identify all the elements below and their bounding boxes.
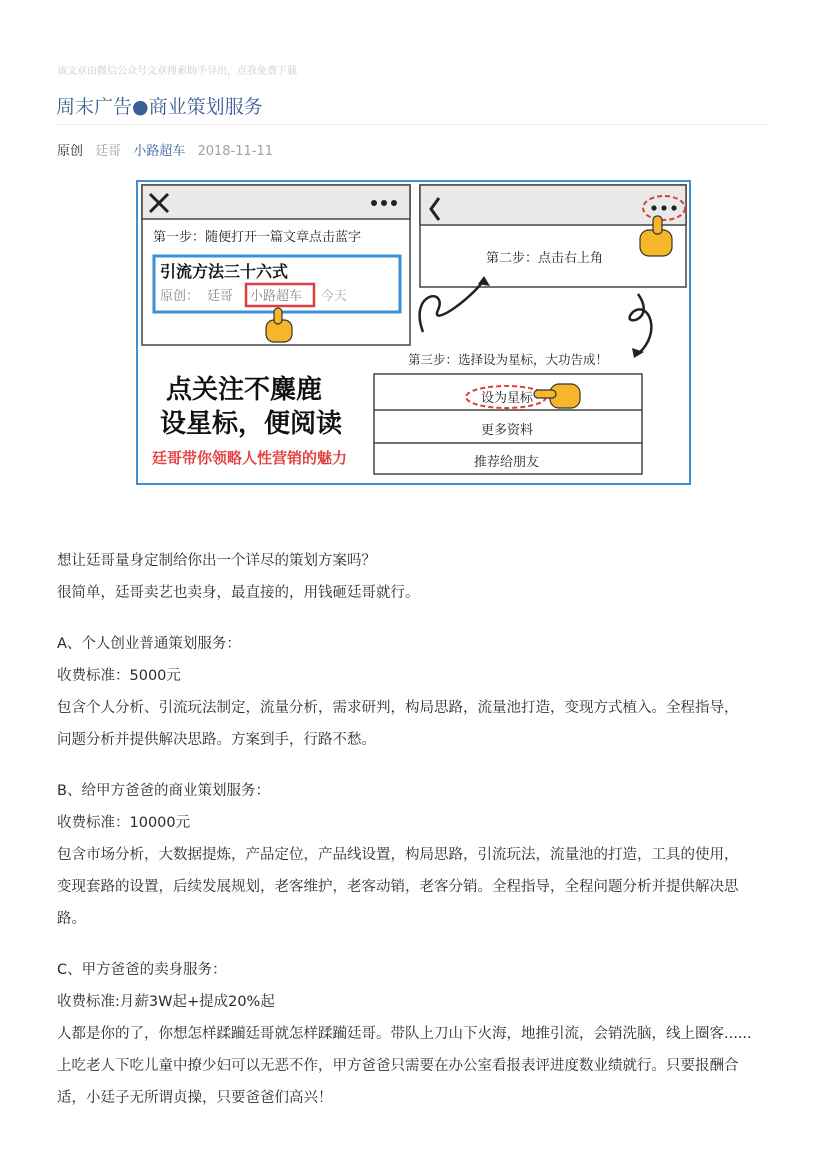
service-heading: C、甲方爸爸的卖身服务：	[57, 962, 227, 978]
service-description: 包含市场分析，大数据提炼，产品定位，产品线设置，构局思路，引流玩法，流量池的打造，工具的使用，	[57, 847, 739, 863]
account-link[interactable]: 小路超车	[133, 144, 186, 159]
service-fee: 收费标准：5000元	[57, 668, 181, 684]
author-name: 廷哥	[95, 144, 122, 159]
slogan-line-2: 设星标，便阅读	[160, 409, 343, 439]
service-heading: B、给甲方爸爸的商业策划服务：	[57, 783, 270, 799]
phone-toolbar-right	[420, 185, 686, 225]
title-divider	[56, 124, 770, 125]
slogan-line-1: 点关注不麋鹿	[166, 375, 323, 405]
article-title: 周末广告●商业策划服务	[56, 96, 263, 118]
service-fee: 收费标准：10000元	[57, 815, 191, 831]
more-dots-icon-right	[651, 205, 676, 210]
tagline: 廷哥带你领略人性营销的魅力	[152, 449, 348, 467]
intro-line: 很简单，廷哥卖艺也卖身，最直接的，用钱砸廷哥就行。	[57, 585, 420, 601]
service-description: 上吃老人下吃儿童中撩少妇可以无恶不作，甲方爸爸只需要在办公室看报表评进度数业绩就行。只要报酬合	[57, 1058, 739, 1074]
service-description: 变现套路的设置，后续发展规划，老客维护，老客动销，老客分销。全程指导，全程问题分析并提供解决思	[57, 879, 739, 895]
article-card-author: 廷哥	[207, 289, 234, 304]
article-body	[57, 545, 773, 1114]
service-description: 适，小廷子无所谓贞操，只要爸爸们高兴！	[57, 1090, 333, 1106]
service-description: 路。	[57, 911, 86, 927]
curved-arrow-2	[630, 294, 652, 354]
step1-text: 第一步：随便打开一篇文章点击蓝字	[153, 230, 362, 245]
article-card-original: 原创：	[160, 289, 200, 304]
original-label: 原创	[57, 144, 84, 159]
intro-line: 想让廷哥量身定制给你出一个详尽的策划方案吗？	[57, 553, 376, 569]
menu-item-set-star: 设为星标	[481, 391, 534, 406]
publish-date: 2018-11-11	[197, 144, 274, 159]
menu-item-more-info: 更多资料	[481, 423, 534, 438]
service-fee: 收费标准:月薪3W起+提成20%起	[57, 994, 275, 1010]
follow-guide-banner	[136, 180, 691, 485]
step3-text: 第三步：选择设为星标，大功告成！	[408, 352, 609, 367]
article-meta	[57, 140, 281, 159]
service-heading: A、个人创业普通策划服务：	[57, 636, 241, 652]
more-dots-icon	[371, 200, 397, 206]
article-card-today: 今天	[321, 289, 348, 304]
service-description: 包含个人分析、引流玩法制定，流量分析，需求研判，构局思路，流量池打造，变现方式植入。全程指导，	[57, 700, 739, 716]
article-card-title: 引流方法三十六式	[160, 262, 289, 281]
step2-text: 第二步：点击右上角	[486, 251, 604, 266]
export-notice-link[interactable]: 该文章由微信公众号文章搜索助手导出，点我免费下载	[57, 66, 297, 77]
phone-toolbar-left	[142, 185, 410, 219]
service-description: 人都是你的了，你想怎样蹂躏廷哥就怎样蹂躏廷哥。带队上刀山下火海，地推引流，会销洗脑，线上圈客......	[57, 1026, 752, 1042]
article-card-account: 小路超车	[250, 289, 303, 304]
curved-arrow-1	[420, 280, 484, 332]
service-description: 问题分析并提供解决思路。方案到手，行路不愁。	[57, 732, 376, 748]
menu-item-recommend: 推荐给朋友	[474, 455, 540, 470]
